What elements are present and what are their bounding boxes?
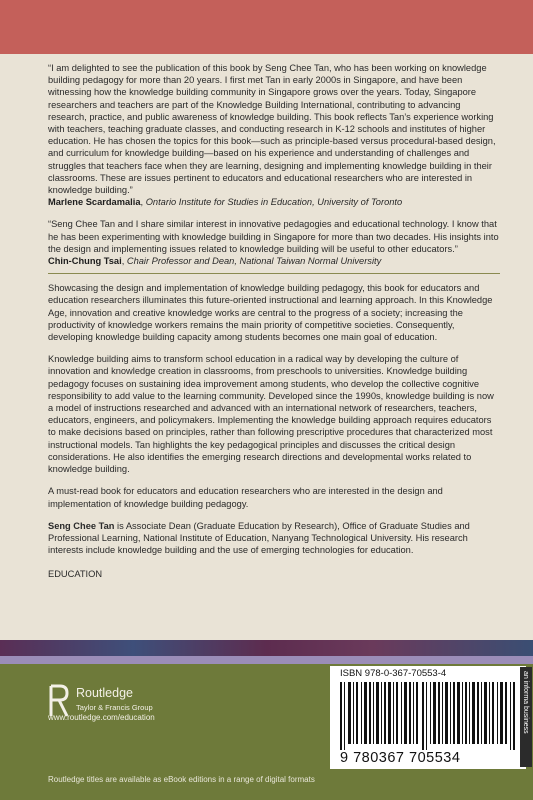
- informa-tag: [520, 667, 532, 767]
- description-paragraph: A must-read book for educators and education researchers who are interested in the design and implementation of knowledge building pedagogy.: [48, 486, 443, 509]
- quote-author: Chin-Chung Tsai: [48, 256, 122, 267]
- quote-attribution: Marlene Scardamalia, Ontario Institute for Studies in Education, University of Toronto: [48, 197, 403, 208]
- description-paragraph: Showcasing the design and implementation of knowledge building pedagogy, this book for educators and education researchers illuminates this future-oriented instructional and learning approach. In this Knowledge Age, innovation and creative knowledge works are central to the progress of a society; increasing the productivity of knowledge workers remains the main priority of competitive societies. Consequently, developing knowledge building capacity among students becomes one main goal of education.: [48, 283, 493, 343]
- barcode-panel: [330, 666, 526, 769]
- top-color-band: [0, 0, 533, 54]
- ebook-note: Routledge titles are available as eBook editions in a range of digital formats: [48, 775, 315, 784]
- quote-attribution: Chin-Chung Tsai, Chair Professor and Dean, National Taiwan Normal University: [48, 256, 382, 267]
- decorative-band: [0, 656, 533, 664]
- author-bio: [48, 520, 500, 557]
- publisher-subtitle: Taylor & Francis Group: [76, 703, 153, 712]
- decorative-stripe: [0, 640, 533, 656]
- author-name: Seng Chee Tan: [48, 520, 115, 531]
- quote-text: “Seng Chee Tan and I share similar interest in innovative pedagogies and educational technology. I know that he has been experimenting with knowledge building in Singapore for more than two decades. His insights into the design and implementing issues related to knowledge building will be useful to other educators.”: [48, 219, 499, 254]
- quote-author: Marlene Scardamalia: [48, 197, 141, 208]
- back-cover-text: [48, 62, 500, 591]
- quote-affiliation: Ontario Institute for Studies in Education, University of Toronto: [145, 197, 403, 208]
- subject-category: EDUCATION: [48, 569, 103, 580]
- barcode-icon: [340, 682, 520, 750]
- endorsement-quote-2: [48, 218, 500, 267]
- isbn-label: ISBN 978-0-367-70553-4: [340, 668, 447, 679]
- description-paragraph: Knowledge building aims to transform school education in a radical way by developing the culture of innovation and knowledge creation in classrooms, from preschools to universities. Knowledge building pedagogy focuses on sustaining idea improvement among students, who develop the collective cognitive responsibility to add value to the learning community. Developed since the 1990s, knowledge building is now a model of instructions researched and advanced with an international network of researchers, teachers, educators, engineers, and policymakers. Implementing the knowledge building approach requires educators to make decisions based on principles, rather than following prescriptive procedures that characterized most instructional models. Tan highlights the key pedagogical principles and discusses the critical design considerations. He also identifies the emerging research directions and developmental works related to knowledge building.: [48, 354, 494, 475]
- divider: [48, 273, 500, 274]
- endorsement-quote-1: [48, 62, 500, 208]
- quote-affiliation: Chair Professor and Dean, National Taiwan Normal University: [126, 256, 382, 267]
- author-bio-text: is Associate Dean (Graduate Education by Research), Office of Graduate Studies and Professional Learning, National Institute of Education, Nanyang Technological University. His research interests include knowledge building and the use of emerging technologies for education.: [48, 520, 470, 556]
- quote-text: “I am delighted to see the publication of this book by Seng Chee Tan, who has been working on knowledge building pedagogy for more than 20 years. I first met Tan in early 2000s in Singapore, and have been witnessing how the knowledge building community in Singapore grows over the years. Today, Singapore researchers and teachers are part of the Knowledge Building International, contributing to advancing research, practice, and public awareness of knowledge building. This book reflects Tan’s experience working with teachers, teaching graduate classes, and conducting research in K-12 schools and institutes of higher education. He has chosen the topics for this book—such as principle-based versus procedural-based design, and curriculum for knowledge building—based on his experience and understanding of challenges and struggles that teachers face when they are learning, designing and implementing knowledge building in their classrooms. These are issues pertinent to educators and educational researchers who are interested in knowledge building.”: [48, 63, 496, 196]
- barcode-number: 9 780367 705534: [340, 750, 461, 766]
- informa-tag-text: an informa business: [522, 671, 529, 734]
- publisher-url[interactable]: www.routledge.com/education: [48, 713, 155, 722]
- publisher-name: Routledge: [76, 686, 133, 700]
